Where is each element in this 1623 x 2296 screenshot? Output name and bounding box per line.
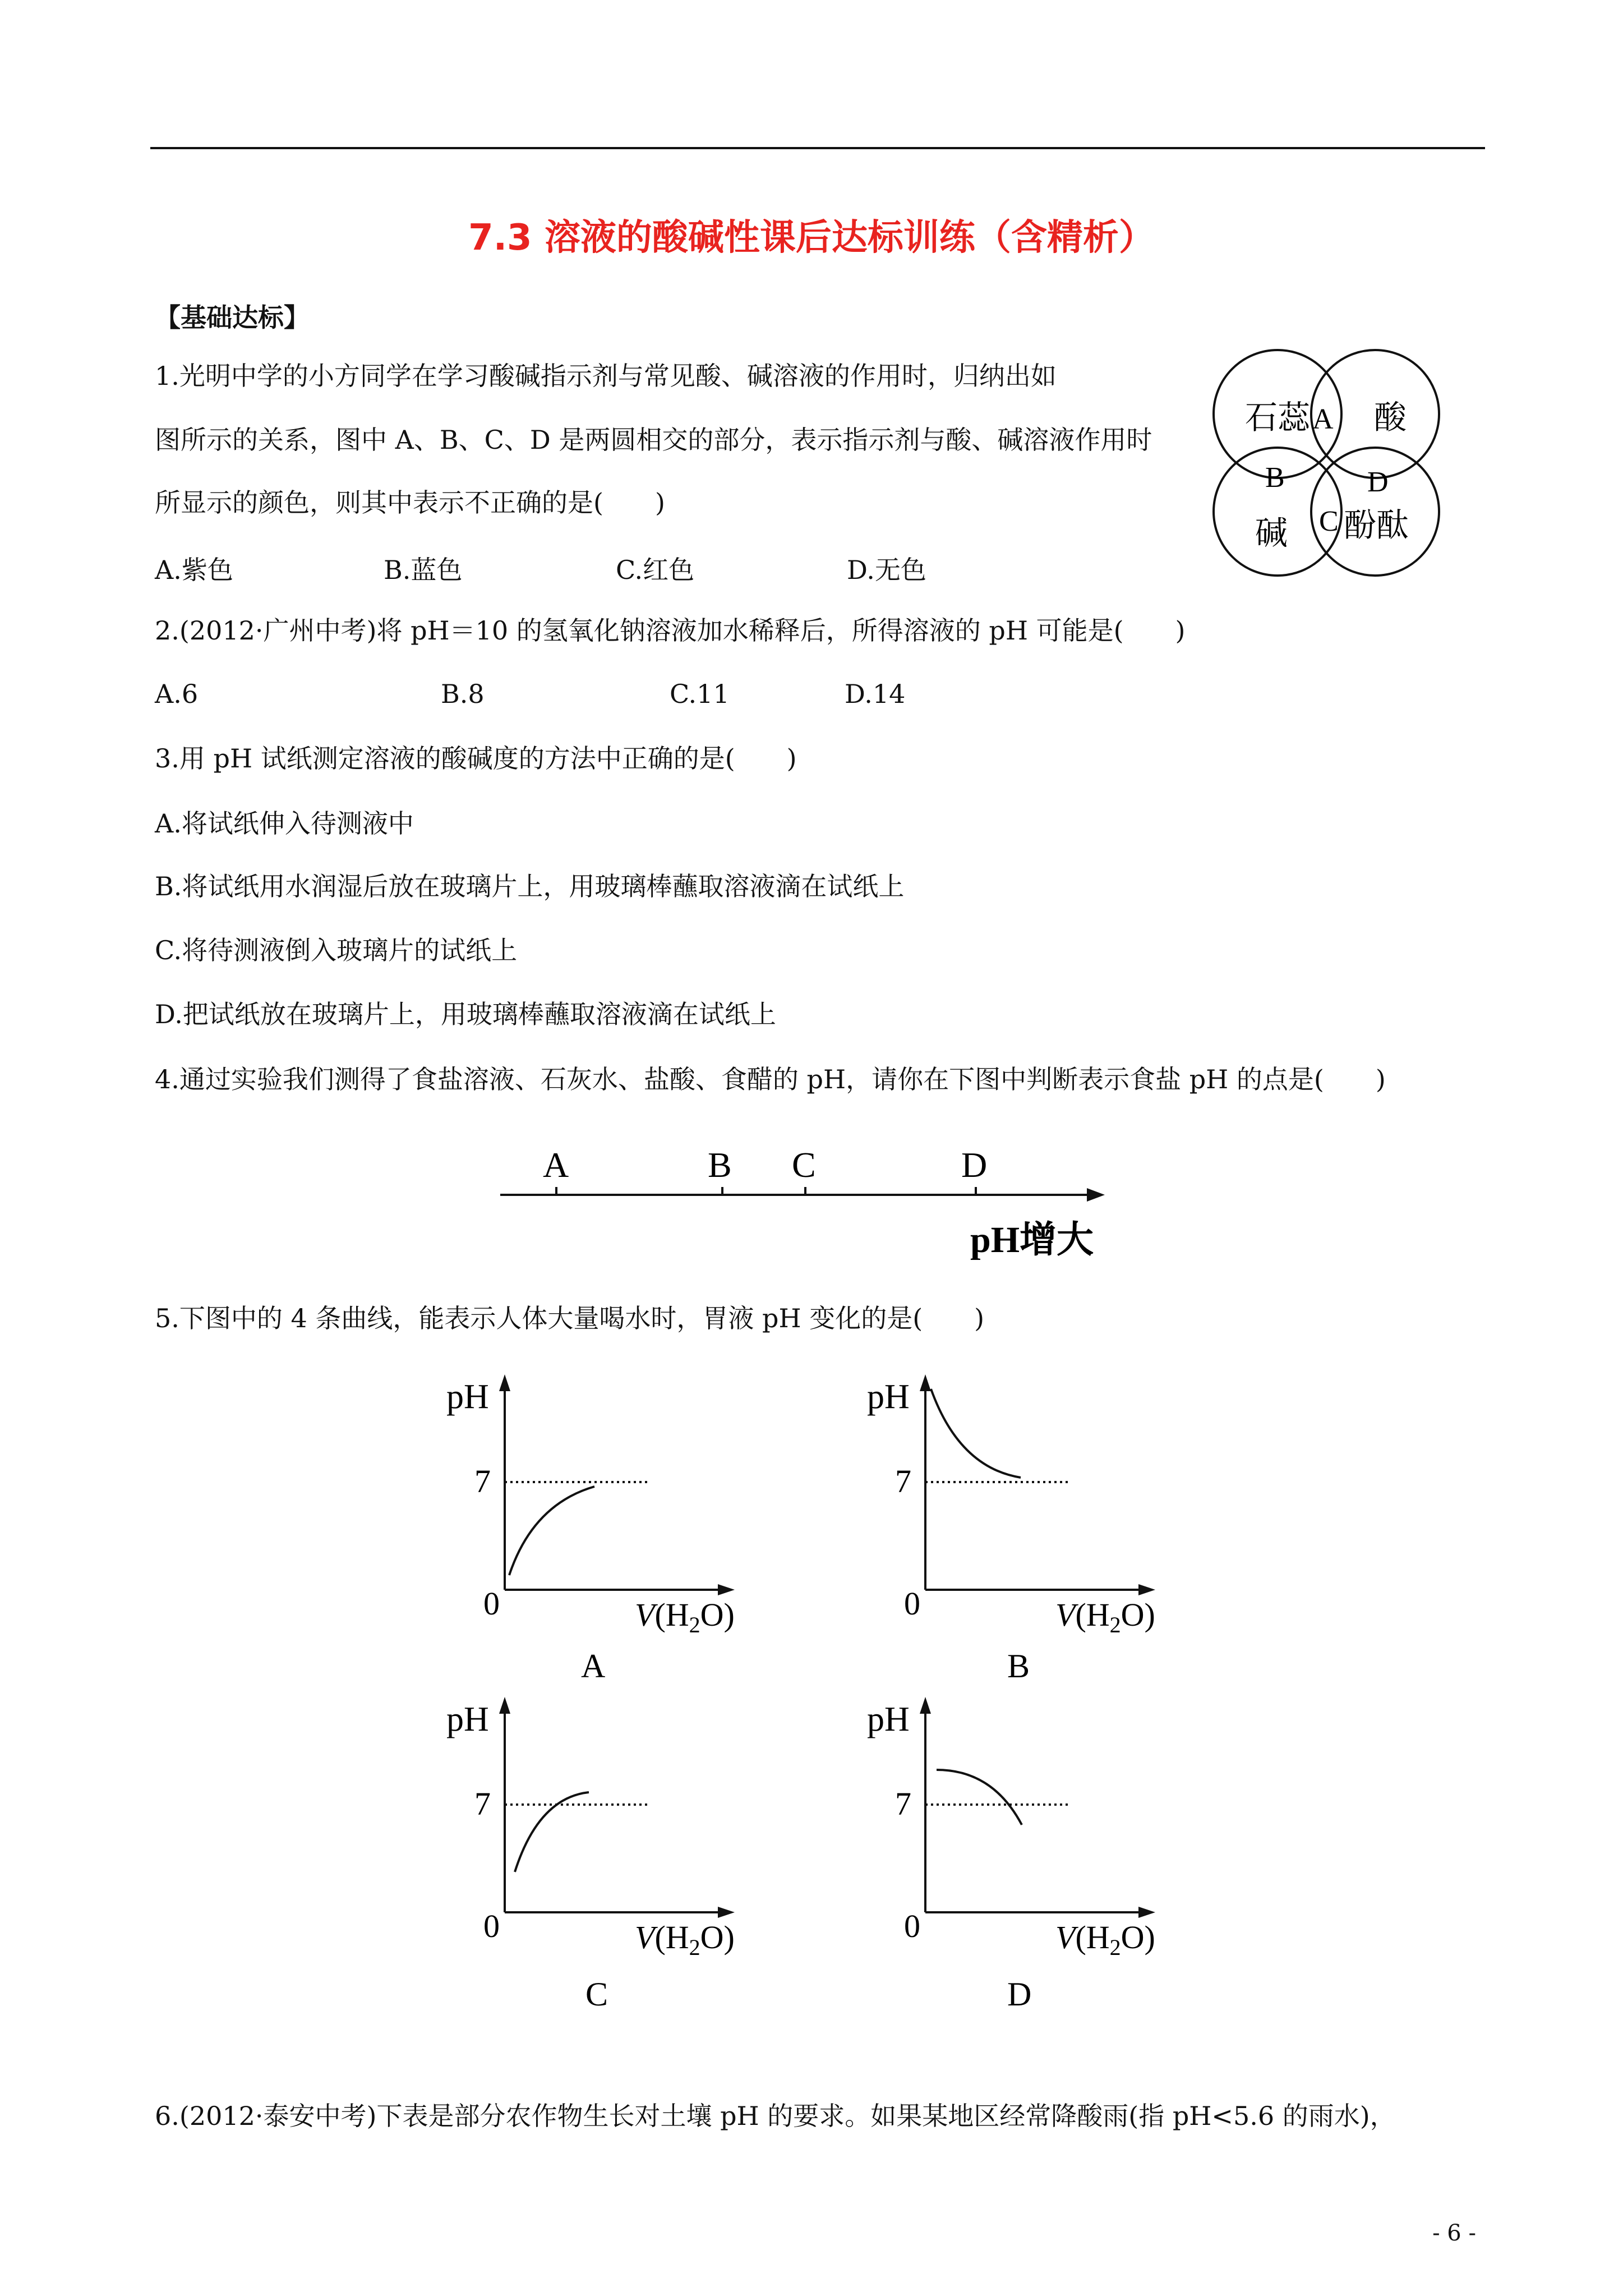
header-rule xyxy=(150,147,1485,149)
region-b: B xyxy=(1265,462,1285,494)
q3-option-b: B.将试纸用水润湿后放在玻璃片上，用玻璃棒蘸取溶液滴在试纸上 xyxy=(155,871,905,901)
graph-b xyxy=(858,1358,1195,1683)
q2-option-a: A.6 xyxy=(155,679,199,709)
curve-b xyxy=(931,1389,1021,1478)
page-number: - 6 - xyxy=(1432,2220,1476,2246)
q2-option-b: B.8 xyxy=(441,679,485,709)
q1-option-d: D.无色 xyxy=(847,555,926,585)
graph-c-label: C xyxy=(585,1976,608,2013)
q3-option-c: C.将待测液倒入玻璃片的试纸上 xyxy=(155,935,518,965)
q5-text: 5.下图中的 4 条曲线，能表示人体大量喝水时，胃液 pH 变化的是( ) xyxy=(155,1303,985,1333)
y-axis-label: pH xyxy=(446,1378,489,1416)
y-axis-label: pH xyxy=(446,1700,489,1738)
curve-a xyxy=(509,1487,594,1575)
graph-a xyxy=(437,1358,774,1683)
q1-option-b: B.蓝色 xyxy=(384,555,463,585)
q1-line-3: 所显示的颜色，则其中表示不正确的是( ) xyxy=(155,487,665,518)
region-d: D xyxy=(1367,466,1389,498)
graph-a-label: A xyxy=(581,1648,606,1683)
point-c: C xyxy=(792,1145,816,1185)
graph-d-label: D xyxy=(1007,1976,1032,2013)
page-title: 7.3 溶液的酸碱性课后达标训练（含精析） xyxy=(468,217,1155,259)
svg-text:V(H2O): $V(H_2O)$ xyxy=(635,1919,735,1960)
ref-7-label: 7 xyxy=(895,1463,911,1499)
q4-text: 4.通过实验我们测得了食盐溶液、石灰水、盐酸、食醋的 pH，请你在下图中判断表示食盐 pH 的点是( ) xyxy=(155,1064,1386,1094)
ph-increase-label: pH增大 xyxy=(970,1220,1094,1260)
origin-label: 0 xyxy=(904,1585,920,1622)
region-a: A xyxy=(1312,403,1334,435)
ph-axis-arrow xyxy=(1087,1188,1105,1202)
label-phenolphthalein: 酚酞 xyxy=(1344,506,1409,544)
q2-option-c: C.11 xyxy=(670,679,730,709)
q1-line-1: 1.光明中学的小方同学在学习酸碱指示剂与常见酸、碱溶液的作用时，归纳出如 xyxy=(155,361,1057,391)
label-acid: 酸 xyxy=(1374,398,1407,436)
label-base: 碱 xyxy=(1255,514,1288,552)
ref-7-label: 7 xyxy=(474,1463,491,1499)
point-a: A xyxy=(543,1145,569,1185)
svg-text:V(H2O): $V(H_2O)$ xyxy=(635,1596,735,1637)
origin-label: 0 xyxy=(483,1585,500,1622)
origin-label: 0 xyxy=(904,1908,920,1944)
origin-label: 0 xyxy=(483,1908,500,1944)
svg-text:V(H2O): $V(H_2O)$ xyxy=(1055,1919,1155,1960)
label-litmus: 石蕊 xyxy=(1245,398,1311,436)
q3-text: 3.用 pH 试纸测定溶液的酸碱度的方法中正确的是( ) xyxy=(155,743,797,774)
indicator-venn-diagram xyxy=(1211,337,1447,595)
ref-7-label: 7 xyxy=(895,1786,911,1822)
point-b: B xyxy=(708,1145,732,1185)
q6-text: 6.(2012·泰安中考)下表是部分农作物生长对土壤 pH 的要求。如果某地区经常降酸雨(指 pH<5.6 的雨水)， xyxy=(155,2101,1396,2131)
section-heading: 【基础达标】 xyxy=(155,302,310,333)
ref-7-label: 7 xyxy=(474,1786,491,1822)
point-d: D xyxy=(961,1145,988,1185)
q2-option-d: D.14 xyxy=(845,679,906,709)
ph-number-line xyxy=(494,1133,1122,1262)
q2-text: 2.(2012·广州中考)将 pH＝10 的氢氧化钠溶液加水稀释后，所得溶液的 pH 可能是( ) xyxy=(155,615,1186,646)
svg-text:V(H2O): $V(H_2O)$ xyxy=(1055,1596,1155,1637)
graph-b-label: B xyxy=(1007,1648,1030,1683)
q1-option-a: A.紫色 xyxy=(155,555,233,585)
q1-option-c: C.红色 xyxy=(616,555,695,585)
q3-option-d: D.把试纸放在玻璃片上，用玻璃棒蘸取溶液滴在试纸上 xyxy=(155,999,776,1029)
graph-c xyxy=(437,1680,774,2017)
curve-d xyxy=(937,1770,1022,1825)
y-axis-label: pH xyxy=(867,1378,910,1416)
region-c: C xyxy=(1319,505,1339,537)
q3-option-a: A.将试纸伸入待测液中 xyxy=(155,808,414,839)
q1-line-2: 图所示的关系，图中 A、B、C、D 是两圆相交的部分，表示指示剂与酸、碱溶液作用时 xyxy=(155,425,1152,455)
graph-d xyxy=(858,1680,1195,2017)
y-axis-label: pH xyxy=(867,1700,910,1738)
